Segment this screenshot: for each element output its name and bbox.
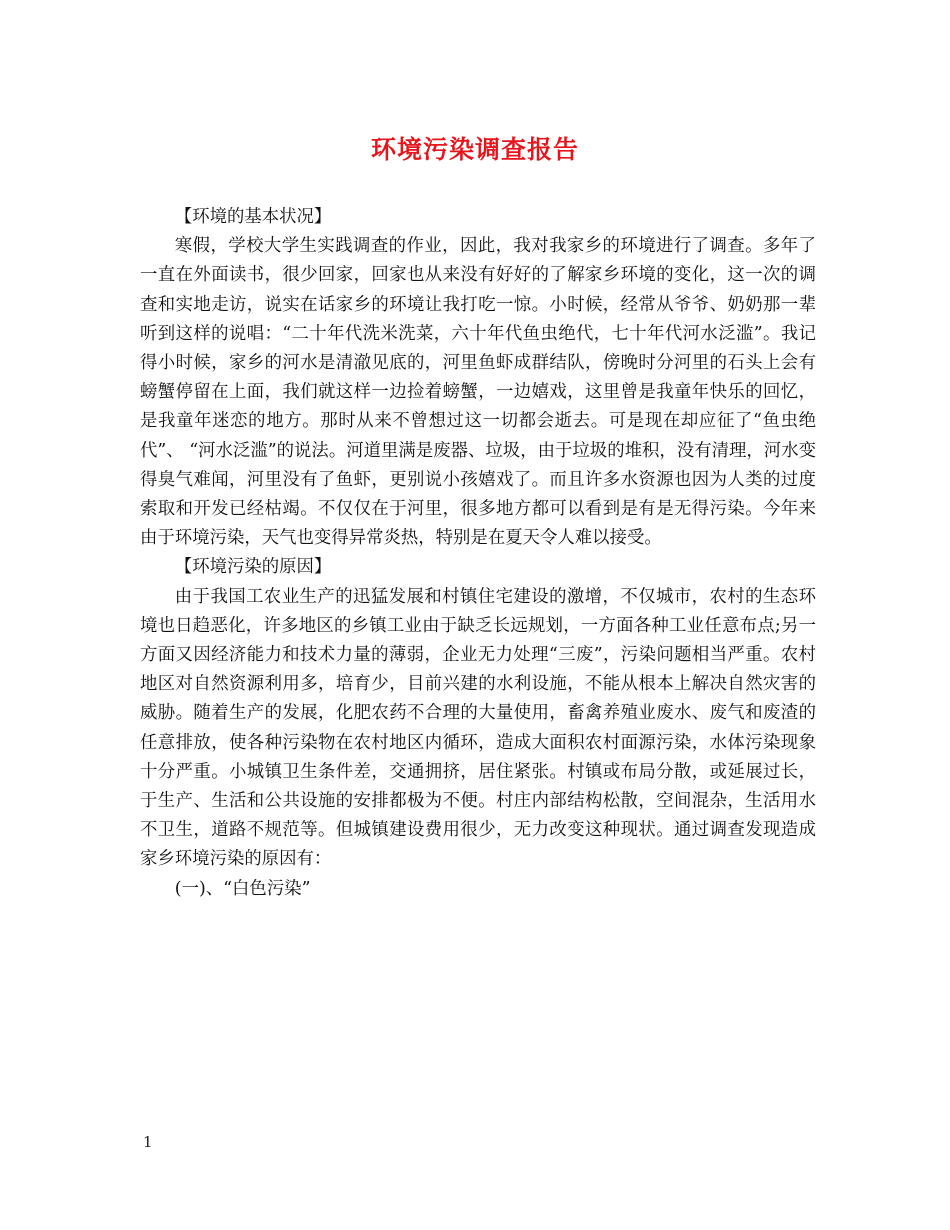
page-number: 1 — [143, 1133, 153, 1151]
section-heading-pollution-causes: 【环境污染的原因】 — [174, 557, 332, 578]
subsection-heading-white-pollution: (一)、“白色污染” — [174, 878, 311, 899]
document-title: 环境污染调查报告 — [370, 135, 579, 164]
section-heading-basic-status: 【环境的基本状况】 — [174, 207, 332, 227]
document-body — [140, 203, 816, 904]
paragraph-pollution-causes: 由于我国工农业生产的迅猛发展和村镇住宅建设的激增，不仅城市，农村的生态环境也日趋恶化，许多地区的乡镇工业由于缺乏长远规划，一方面各种工业任意布点;另一方面又因经济能力和技术力量的薄弱，企业无力处理“三废”，污染问题相当严重。农村地区对自然资源利用多，培育少，目前兴建的水利设施，不能从根本上解决自然灾害的威胁。随着生产的发展，化肥农药不合理的大量使用，畜禽养殖业废水、废气和废渣的任意排放，使各种污染物在农村地区内循环，造成大面积农村面源污染，水体污染现象十分严重。小城镇卫生条件差，交通拥挤，居住紧张。村镇或布局分散，或延展过长，于生产、生活和公共设施的安排都极为不便。村庄内部结构松散，空间混杂，生活用水不卫生，道路不规范等。但城镇建设费用很少，无力改变这种现状。通过调查发现造成家乡环境污染的原因有： — [140, 586, 816, 870]
paragraph-basic-status: 寒假，学校大学生实践调查的作业，因此，我对我家乡的环境进行了调查。多年了一直在外面读书，很少回家，回家也从来没有好好的了解家乡环境的变化，这一次的调查和实地走访，说实在话家乡的环境让我打吃一惊。小时候，经常从爷爷、奶奶那一辈听到这样的说唱：“二十年代洗米洗菜，六十年代鱼虫绝代，七十年代河水泛滥”。我记得小时候，家乡的河水是清澈见底的，河里鱼虾成群结队，傍晚时分河里的石头上会有螃蟹停留在上面，我们就这样一边捡着螃蟹，一边嬉戏，这里曾是我童年快乐的回忆，是我童年迷恋的地方。那时从来不曾想过这一切都会逝去。可是现在却应征了“鱼虫绝代”、 “河水泛滥”的说法。河道里满是废器、垃圾，由于垃圾的堆积，没有清理，河水变得臭气难闻，河里没有了鱼虾，更别说小孩嬉戏了。而且许多水资源也因为人类的过度索取和开发已经枯竭。不仅仅在于河里，很多地方都可以看到是有是无得污染。今年来由于环境污染，天气也变得异常炎热，特别是在夏天令人难以接受。 — [140, 236, 816, 549]
